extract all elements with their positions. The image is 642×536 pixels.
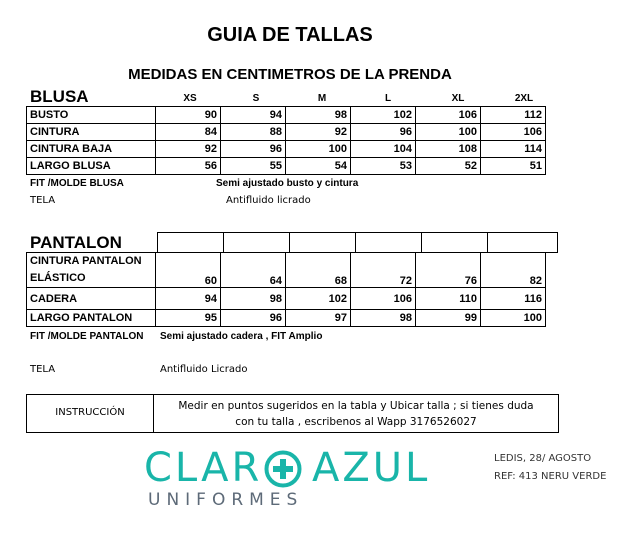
table-cell: 100 [416,124,481,141]
row-label: CINTURA BAJA [27,141,156,158]
table-cell: 96 [221,310,286,327]
table-cell: 106 [481,124,546,141]
table-cell: 108 [416,141,481,158]
blusa-fit-label: FIT /MOLDE BLUSA [30,178,124,189]
empty-cell [355,232,422,253]
instruction-line-2: con tu talla , escribenos al Wapp 3176526027 [235,416,477,428]
table-cell: 97 [286,310,351,327]
page-subtitle: MEDIDAS EN CENTIMETROS DE LA PRENDA [128,66,452,83]
table-cell: 106 [416,107,481,124]
blusa-heading: BLUSA [30,87,89,106]
table-cell: 76 [416,253,481,288]
blusa-tela-value: Antifluido licrado [226,195,311,206]
table-row [27,310,546,327]
blusa-tela-label: TELA [30,195,56,206]
table-cell: 95 [156,310,221,327]
label-line: CINTURA PANTALON [30,255,142,267]
table-cell: 116 [481,288,546,310]
blusa-fit-value: Semi ajustado busto y cintura [216,178,359,189]
size-header: L [384,93,392,104]
empty-cell [289,232,356,253]
table-row [27,124,546,141]
table-cell: 54 [286,158,351,175]
table-cell: 90 [156,107,221,124]
brand-tagline: UNIFORMES [148,490,304,510]
table-row [27,141,546,158]
table-cell: 64 [221,253,286,288]
table-cell: 106 [351,288,416,310]
table-row [27,158,546,175]
table-cell: 94 [221,107,286,124]
table-row [27,253,546,288]
table-cell: 72 [351,253,416,288]
table-cell: 100 [481,310,546,327]
label-line: ELÁSTICO [30,272,86,284]
table-cell: 102 [351,107,416,124]
size-header: 2XL [514,93,534,104]
table-cell: 99 [416,310,481,327]
table-cell: 92 [286,124,351,141]
table-cell: 60 [156,253,221,288]
table-cell: 88 [221,124,286,141]
instruction-text-box [153,394,559,433]
table-cell: 98 [221,288,286,310]
empty-cell [421,232,488,253]
table-cell: 92 [156,141,221,158]
instruction-line-1: Medir en puntos sugeridos en la tabla y Ubicar talla ; si tienes duda [178,400,534,412]
table-cell: 96 [351,124,416,141]
row-label: CINTURA [27,124,156,141]
instruction-label-box [26,394,154,433]
table-row [27,288,546,310]
table-cell: 100 [286,141,351,158]
brand-name-left: CLAR [144,445,263,491]
table-cell: 55 [221,158,286,175]
plus-circle-icon [264,450,302,488]
size-header: S [252,93,260,104]
size-header: XS [183,93,197,104]
table-cell: 98 [351,310,416,327]
pantalon-fit-value: Semi ajustado cadera , FIT Amplio [160,331,323,342]
table-cell: 68 [286,253,351,288]
instruction-label: INSTRUCCIÓN [55,407,125,418]
row-label [27,253,156,288]
pantalon-tela-label: TELA [30,364,56,375]
table-cell: 110 [416,288,481,310]
table-cell: 53 [351,158,416,175]
footer-reference: REF: 413 NERU VERDE [494,471,607,482]
pantalon-heading: PANTALON [30,233,122,252]
size-header: M [317,93,327,104]
page-title: GUIA DE TALLAS [207,24,373,46]
footer-date: LEDIS, 28/ AGOSTO [494,453,592,464]
table-cell: 102 [286,288,351,310]
empty-cell [487,232,558,253]
table-cell: 82 [481,253,546,288]
size-header: XL [451,93,465,104]
brand-name-right: AZUL [312,445,431,491]
table-cell: 84 [156,124,221,141]
table-cell: 112 [481,107,546,124]
pantalon-table [26,252,546,327]
table-cell: 56 [156,158,221,175]
table-cell: 94 [156,288,221,310]
table-cell: 98 [286,107,351,124]
row-label: LARGO PANTALON [27,310,156,327]
table-cell: 114 [481,141,546,158]
row-label: BUSTO [27,107,156,124]
row-label: CADERA [27,288,156,310]
blusa-table [26,106,546,175]
pantalon-tela-value: Antifluido Licrado [160,364,248,375]
table-cell: 51 [481,158,546,175]
pantalon-fit-label: FIT /MOLDE PANTALON [30,331,144,342]
table-row [27,107,546,124]
empty-cell [223,232,290,253]
table-cell: 96 [221,141,286,158]
table-cell: 104 [351,141,416,158]
row-label: LARGO BLUSA [27,158,156,175]
empty-cell [157,232,224,253]
table-cell: 52 [416,158,481,175]
